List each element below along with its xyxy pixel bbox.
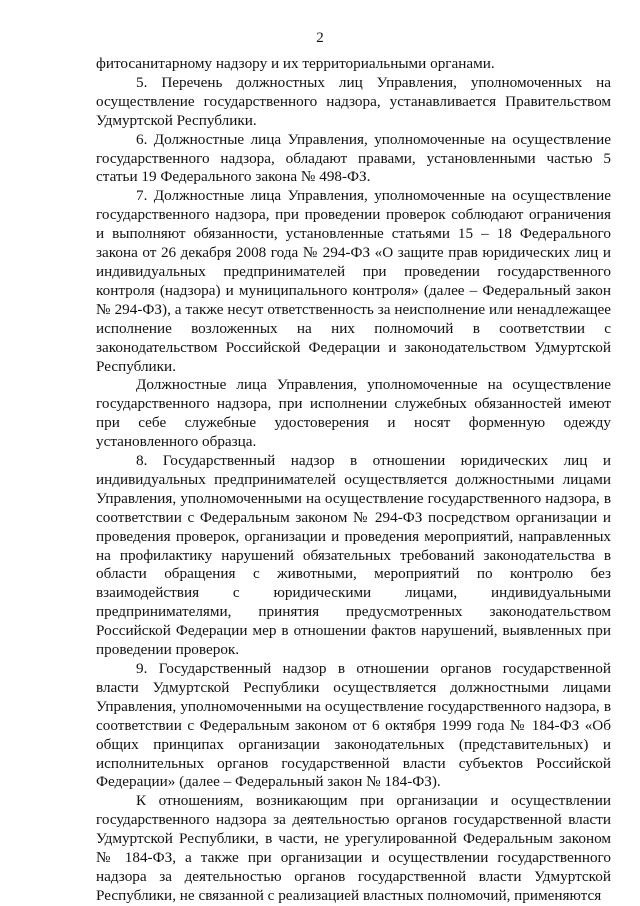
paragraph-continuation: фитосанитарному надзору и их территориальными органами.	[96, 55, 495, 72]
document-body	[96, 55, 611, 906]
paragraph-7-officials: Должностные лица Управления, уполномоченные на осуществление государственного надзора, при исполнении служебных обязанностей имеют при себе служебные удостоверения и носят форменную одежду установленного образца.	[96, 376, 611, 451]
page-number: 2	[316, 30, 324, 46]
paragraph-8: 8. Государственный надзор в отношении юридических лиц и индивидуальных предпринимателей осуществляется должностными лицами Управления, уполномоченными на осуществление государственного надзора, в соответствии с Федеральным законом № 294-ФЗ посредством организации и проведения проверок, организации и проведения мероприятий, направленных на профилактику нарушений обязательных требований законодательства в области обращения с животными, мероприятий по контролю без взаимодействия с юридическими лицами, индивидуальными предпринимателями, принятия предусмотренных законодательством Российской Федерации мер в отношении фактов нарушений, выявленных при проведении проверок.	[96, 452, 611, 659]
paragraph-9-relations: К отношениям, возникающим при организации и осуществлении государственного надзора за деятельностью органов государственной власти Удмуртской Республики, в части, не урегулированной Федеральным законом № 184-ФЗ, а также при организации и осуществлении государственного надзора за деятельностью органов государственной власти Удмуртской Республики, не связанной с реализацией властных полномочий, применяются	[96, 792, 611, 904]
paragraph-5: 5. Перечень должностных лиц Управления, уполномоченных на осуществление государственного надзора, устанавливается Правительством Удмуртской Республики.	[96, 73, 611, 129]
paragraph-7: 7. Должностные лица Управления, уполномоченные на осуществление государственного надзора, при проведении проверок соблюдают ограничения и выполняют обязанности, установленные статьями 15 – 18 Федерального закона от 26 декабря 2008 года № 294-ФЗ «О защите прав юридических лиц и индивидуальных предпринимателей при проведении государственного контроля (надзора) и муниципального контроля» (далее – Федеральный закон № 294-ФЗ), а также несут ответственность за неисполнение или ненадлежащее исполнение возложенных на них полномочий в соответствии с законодательством Российской Федерации и законодательством Удмуртской Республики.	[96, 187, 611, 375]
paragraph-6: 6. Должностные лица Управления, уполномоченные на осуществление государственного надзора, обладают правами, установленными частью 5 статьи 19 Федерального закона № 498-ФЗ.	[96, 130, 611, 186]
paragraph-9: 9. Государственный надзор в отношении органов государственной власти Удмуртской Республики осуществляется должностными лицами Управления, уполномоченными на осуществление государственного надзора, в соответствии с Федеральным законом от 6 октября 1999 года № 184-ФЗ «Об общих принципах организации законодательных (представительных) и исполнительных органов государственной власти субъектов Российской Федерации» (далее – Федеральный закон № 184-ФЗ).	[96, 660, 611, 791]
